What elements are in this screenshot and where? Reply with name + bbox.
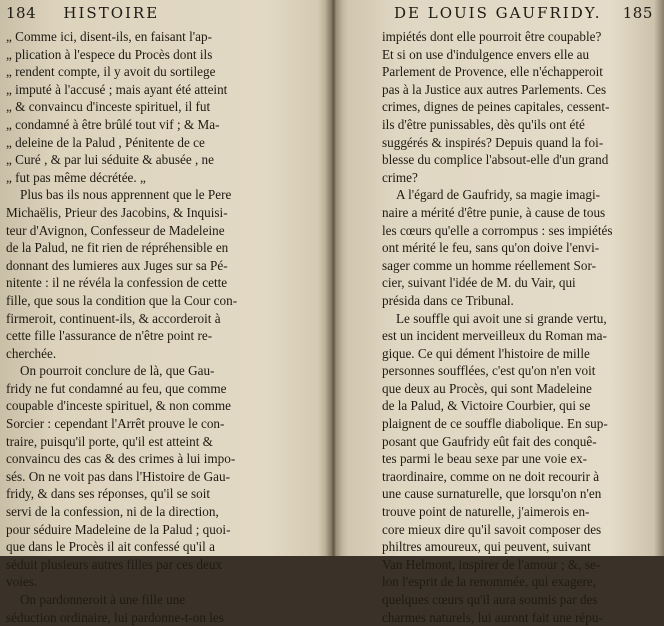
text-line: A l'égard de Gaufridy, sa magie imagi- (396, 187, 601, 203)
text-line: On pourroit conclure de là, que Gau- (20, 363, 215, 379)
text-line: Parlement de Provence, elle n'échapperoit (382, 64, 603, 80)
text-line: présida dans ce Tribunal. (382, 292, 514, 308)
text-line: pour séduire Madeleine de la Palud ; quoi- (6, 521, 231, 537)
text-line: séduit plusieurs autres filles par ces deux (6, 556, 223, 572)
text-line: crime? (382, 169, 418, 185)
text-line: est un incident merveilleux du Roman ma- (382, 328, 607, 344)
text-line: firmeroit, continuent-ils, & accorderoit à (6, 310, 221, 326)
text-line: blesse du complice l'absout-elle d'un grand (382, 152, 609, 168)
text-line: servi de la confession, ni de la direction, (6, 504, 219, 520)
right-page-number: 185 (622, 4, 653, 22)
left-running-head (6, 4, 159, 22)
text-line: Et si on use d'indulgence envers elle au (382, 46, 590, 62)
page-edge-shadow (654, 0, 664, 556)
text-line: Sorcier : cependant l'Arrêt prouve le con- (6, 416, 225, 432)
text-line: „ Comme ici, disent-ils, en faisant l'ap- (6, 29, 212, 44)
text-line: donnant des lumieres aux Juges sur sa Pé- (6, 257, 228, 273)
text-line: que dans le Procès il ait confessé qu'il a (6, 539, 215, 555)
text-line: gique. Ce qui dément l'histoire de mille (382, 345, 590, 361)
text-line: lon l'esprit de la renommée, qui exagere, (382, 574, 597, 590)
text-line: suggérés & inspirés? Depuis quand la foi- (382, 134, 604, 150)
left-page (0, 0, 330, 625)
text-line: Van Helmont, inspirer de l'amour ; &, se- (382, 556, 601, 572)
text-line: traordinaire, comme on ne doit recourir à (382, 468, 600, 484)
text-line: „ imputé à l'accusé ; mais ayant été atteint (6, 81, 228, 97)
text-line: Plus bas ils nous apprennent que le Pere (20, 187, 232, 203)
text-line: de la Palud, & Victoire Courbier, qui se (382, 398, 591, 414)
text-line: une cause surnaturelle, que lorsqu'on n'en (382, 486, 602, 502)
text-line: fille, que sous la condition que la Cour con- (6, 292, 238, 308)
right-text-block (382, 28, 658, 626)
book-gutter (318, 0, 348, 556)
text-line: core mieux dire qu'il savoit composer des (382, 521, 602, 537)
text-line: quelques cœurs qu'il aura soumis par des (382, 592, 598, 607)
text-line: „ fut pas même décrétée. „ (6, 169, 146, 185)
text-line: nitente : il ne révéla la confession de cette (6, 275, 228, 291)
text-line: fridy, & dans ses réponses, qu'il se soit (6, 486, 211, 502)
text-line: naire a mérité d'être punie, à cause de tous (382, 204, 606, 220)
text-line: impiétés dont elle pourroit être coupable? (382, 29, 602, 44)
text-line: convaincu des cas & des crimes à lui impo- (6, 451, 236, 467)
text-line: teur d'Avignon, Confesseur de Madeleine (6, 222, 225, 238)
text-line: cherchée. (6, 345, 57, 361)
text-line: posant que Gaufridy eût fait des conquê- (382, 433, 597, 449)
text-line: de la Palud, ne fit rien de répréhensible en (6, 240, 229, 256)
text-line: tes parmi le beau sexe par une voie ex- (382, 451, 588, 467)
text-line: que deux au Procès, qui sont Madeleine (382, 380, 592, 396)
text-line: plaignent de ce souffle diabolique. En sup- (382, 416, 608, 432)
text-line: sés. On ne voit pas dans l'Histoire de Gau- (6, 468, 230, 484)
text-line: personnes soufflées, c'est qu'on n'en voit (382, 363, 596, 379)
right-running-head (394, 4, 653, 22)
text-line: Le souffle qui avoit une si grande vertu, (396, 310, 607, 326)
text-line: „ rendent compte, il y avoit du sortilege (6, 64, 216, 80)
text-line: séduction ordinaire, lui pardonne-t-on les (6, 609, 224, 625)
text-line: ont mérité le feu, sans qu'on doive l'envi- (382, 240, 600, 256)
text-line: cier, suivant l'idée de M. du Vair, qui (382, 275, 576, 291)
text-line: les cœurs qu'elle a corrompus : ses impiétés (382, 222, 613, 238)
text-line: cette fille l'assurance de n'être point re- (6, 328, 213, 344)
text-line: ils d'être punissables, dès qu'ils ont été (382, 116, 585, 132)
left-page-number: 184 (6, 4, 37, 22)
text-line: Michaëlis, Prieur des Jacobins, & Inquisi- (6, 204, 228, 220)
text-line: „ deleine de la Palud , Pénitente de ce (6, 134, 205, 150)
left-page-title: HISTOIRE (63, 4, 160, 22)
right-page (334, 0, 664, 625)
text-line: „ condamné à être brûlé tout vif ; & Ma- (6, 116, 220, 132)
text-line: traire, puisqu'il porte, qu'il est atteint & (6, 433, 213, 449)
left-text-block (6, 28, 324, 626)
text-line: sager comme un homme réellement Sor- (382, 257, 596, 273)
text-line: crimes, dignes de peines capitales, cessent- (382, 99, 610, 115)
text-line: voies. (6, 574, 38, 590)
text-line: philtres amoureux, qui peuvent, suivant (382, 539, 591, 555)
text-line: „ & convaincu d'inceste spirituel, il fut (6, 99, 211, 115)
text-line: fridy ne fut condamné au feu, que comme (6, 380, 227, 396)
text-line: „ Curé , & par lui séduite & abusée , ne (6, 152, 215, 168)
text-line: coupable d'inceste spirituel, & non comme (6, 398, 232, 414)
text-line: pas à la Justice aux autres Parlements. Ces (382, 81, 607, 97)
text-line: „ plication à l'espece du Procès dont ils (6, 46, 213, 62)
text-line: charmes naturels, lui auront fait une répu- (382, 609, 603, 625)
text-line: On pardonneroit à une fille une (20, 592, 186, 607)
text-line: trouve point de naturelle, j'aimerois en- (382, 504, 590, 520)
right-page-title: DE LOUIS GAUFRIDY. (394, 4, 602, 22)
